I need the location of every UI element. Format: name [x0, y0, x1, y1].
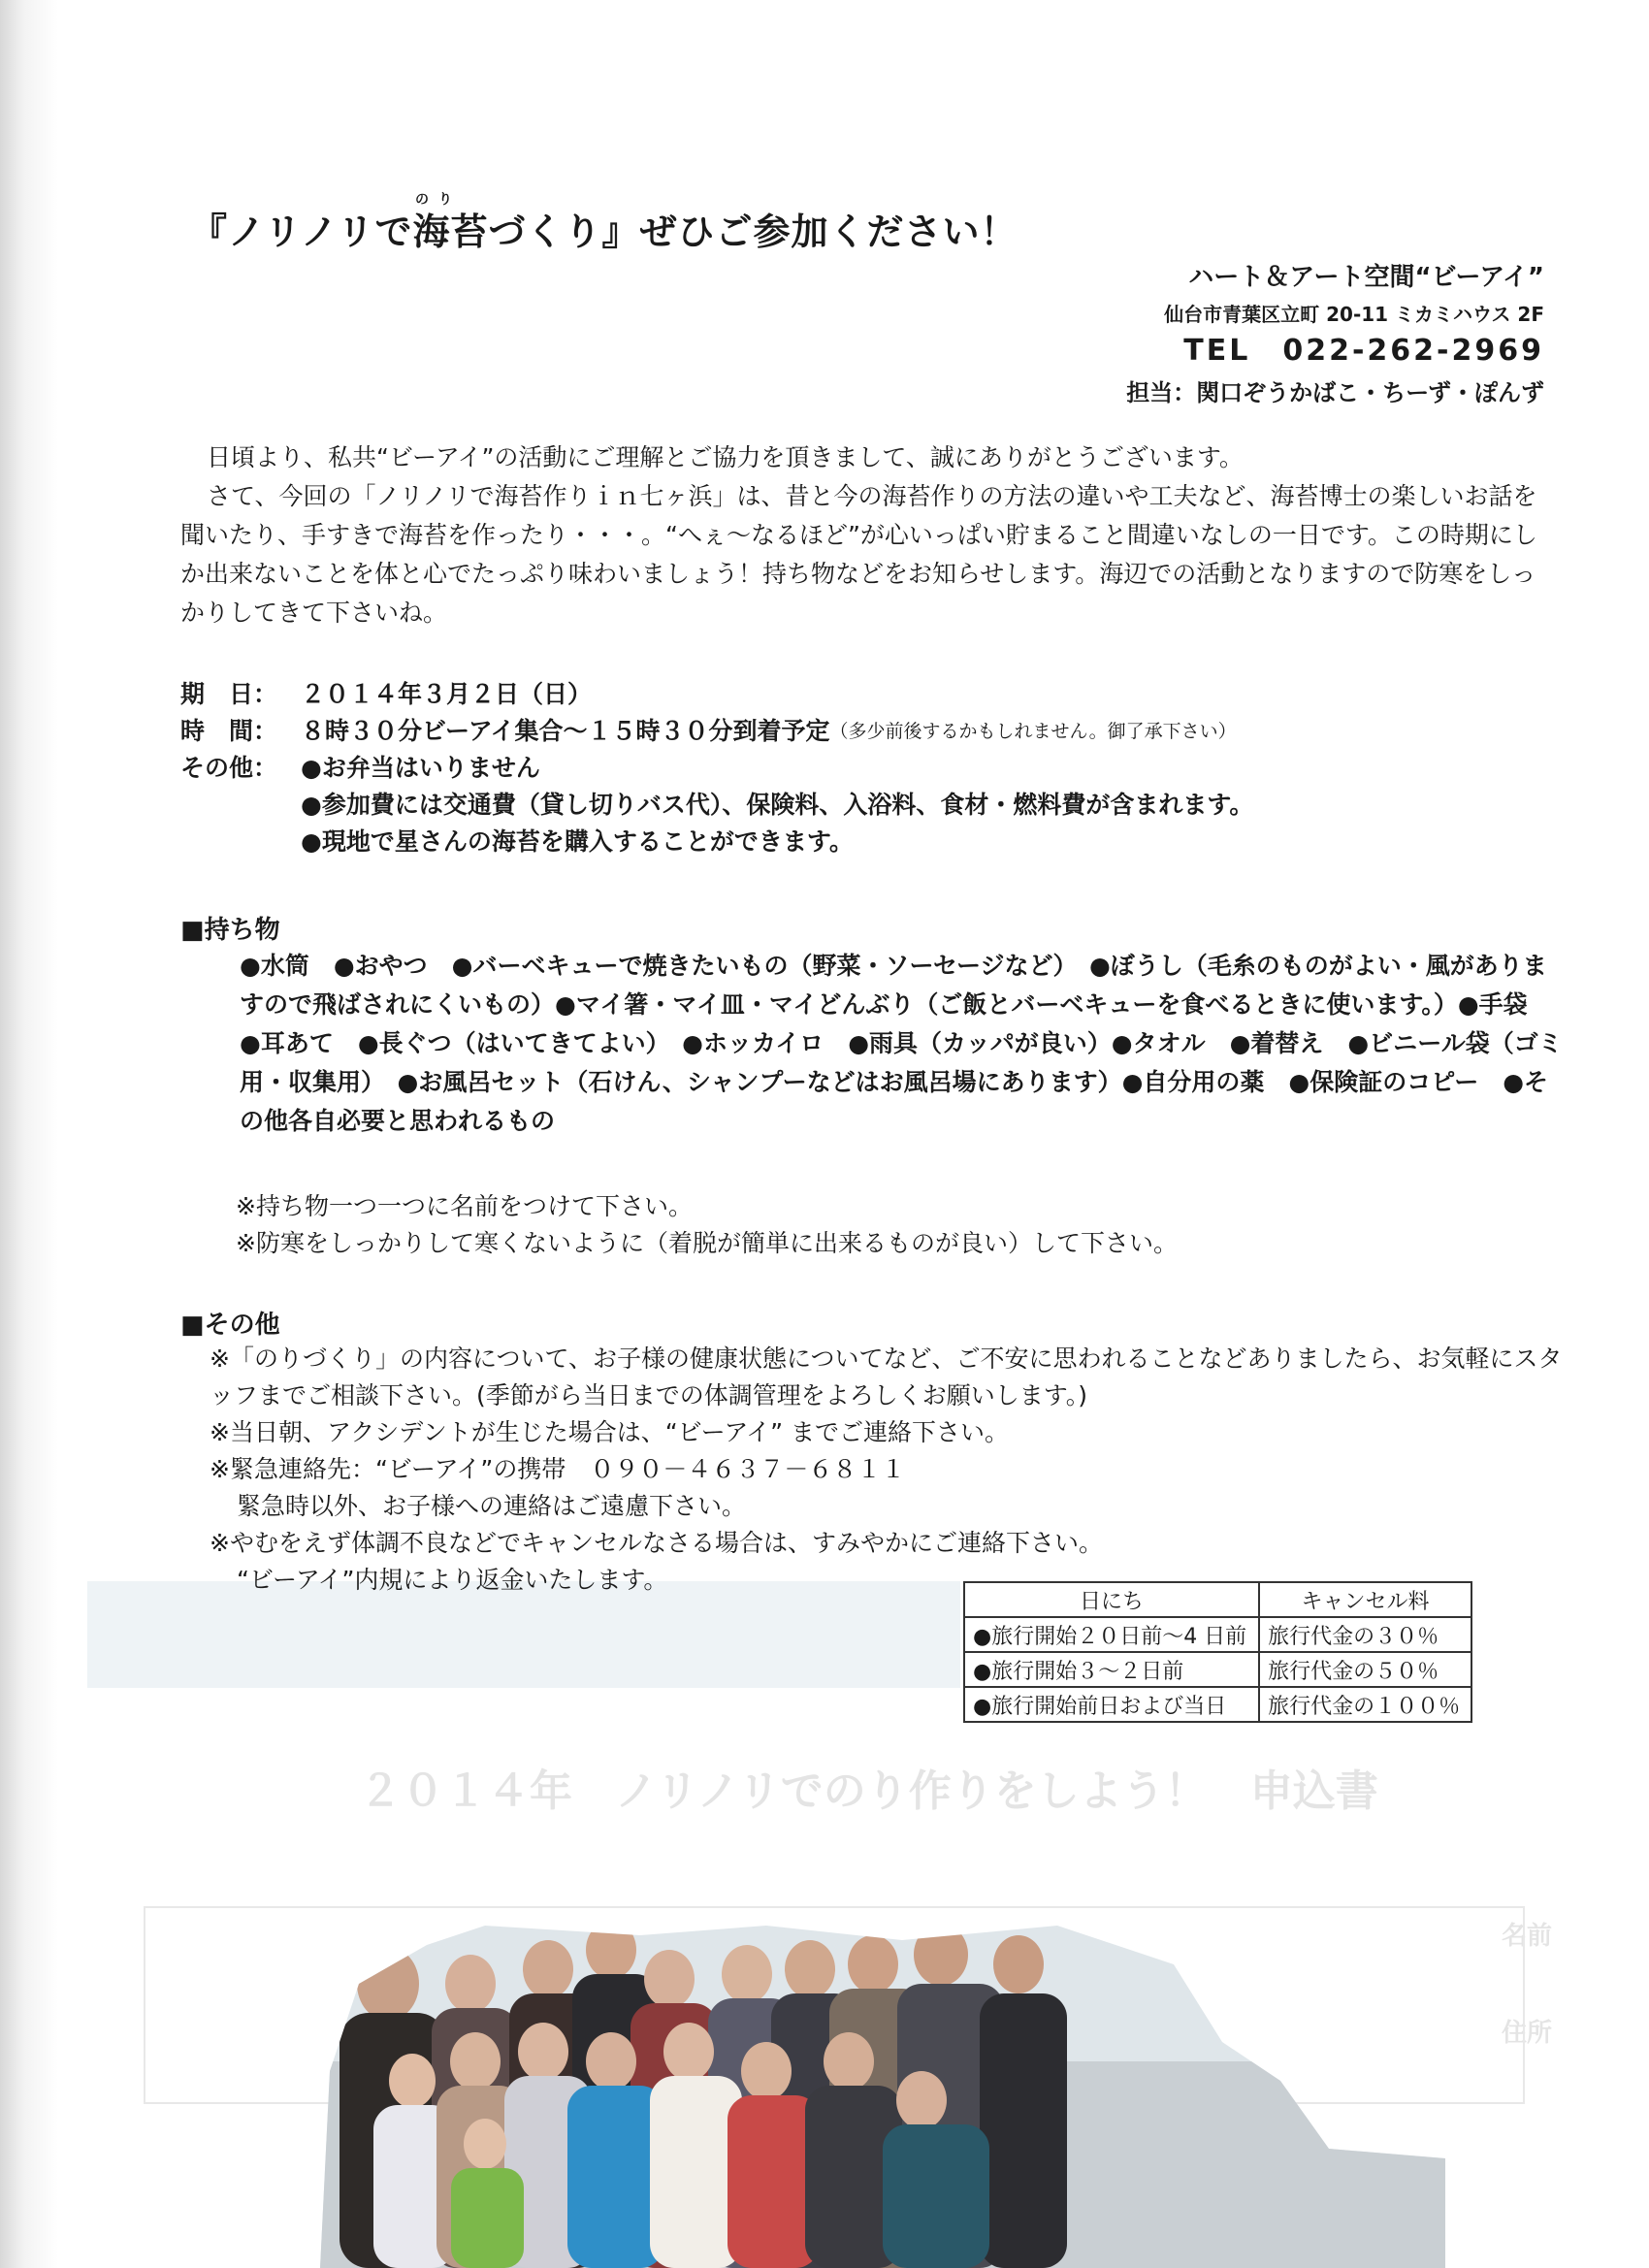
intro-paragraph: さて、今回の「ノリノリで海苔作りｉｎ七ヶ浜」は、昔と今の海苔作りの方法の違いや工夫など、海苔博士の楽しいお話を聞いたり、手すきで海苔を作ったり・・・。“へぇ～なるほど”が心いっぱい貯まること間違いなしの一日です。この時期にしか出来ないことを体と心でたっぷり味わいましょう！持ち物などをお知らせします。海辺での活動となりますので防寒をしっかりしてきて下さいね。	[180, 482, 1537, 627]
other-notes	[210, 1341, 1568, 1599]
table-header: キャンセル料	[1259, 1582, 1471, 1617]
belongings-notes	[236, 1188, 1178, 1262]
time-value: ８時３０分ビーアイ集合～１５時３０分到着予定	[301, 717, 830, 745]
other-heading: ■その他	[180, 1311, 280, 1340]
title-ruby: のり	[415, 192, 462, 208]
intro-paragraph: 日頃より、私共“ビーアイ”の活動にご理解とご協力を頂きまして、誠にありがとうございます。	[207, 443, 1244, 471]
table-cell: 旅行代金の１００％	[1259, 1687, 1471, 1722]
other-item: ●参加費には交通費（貸し切りバス代）、保険料、入浴料、食材・燃料費が含まれます。	[301, 791, 1254, 819]
belongings-heading: ■持ち物	[180, 916, 280, 945]
intro-text	[180, 438, 1558, 632]
other-note: ※やむをえず体調不良などでキャンセルなさる場合は、すみやかにご連絡下さい。	[210, 1529, 1103, 1557]
other-label: その他：	[180, 754, 278, 782]
other-note: ※「のりづくり」の内容について、お子様の健康状態についてなど、ご不安に思われることなどありましたら、お気軽にスタッフまでご相談下さい。(季節がら当日までの体調管理をよろしくお願いします。)	[210, 1345, 1563, 1409]
other-note: ※緊急連絡先：“ビーアイ”の携帯 ０９０－４６３７－６８１１	[210, 1455, 906, 1483]
table-cell: ●旅行開始２０日前～4 日前	[964, 1617, 1259, 1652]
time-note: （多少前後するかもしれません。御了承下さい）	[829, 721, 1237, 742]
group-photo	[320, 1926, 1445, 2268]
date-value: ２０１４年３月２日（日）	[301, 680, 593, 708]
other-item: ●現地で星さんの海苔を購入することができます。	[301, 827, 854, 856]
page-title: 『ノリノリで海苔づくり』ぜひご参加ください！	[190, 211, 1018, 253]
other-note: 緊急時以外、お子様への連絡はご遠慮下さい。	[237, 1492, 747, 1520]
belongings-note: ※防寒をしっかりして寒くないように（着脱が簡単に出来るものが良い）して下さい。	[236, 1229, 1178, 1257]
table-header: 日にち	[964, 1582, 1259, 1617]
table-header-row	[964, 1582, 1471, 1617]
belongings-note: ※持ち物一つ一つに名前をつけて下さい。	[236, 1192, 693, 1220]
other-note: “ビーアイ”内規により返金いたします。	[237, 1566, 668, 1594]
bleed-through-form-title: ２０１４年 ノリノリでのり作りをしよう！ 申込書	[359, 1766, 1378, 1816]
table-cell: ●旅行開始前日および当日	[964, 1687, 1259, 1722]
bleed-through-name-label: 名前	[1502, 1922, 1553, 1951]
table-cell: 旅行代金の５０％	[1259, 1652, 1471, 1687]
table-row	[964, 1617, 1471, 1652]
organizer-address: 仙台市青葉区立町 20-11 ミカミハウス 2F	[1164, 303, 1544, 326]
table-row	[964, 1652, 1471, 1687]
table-cell: ●旅行開始３～２日前	[964, 1652, 1259, 1687]
table-cell: 旅行代金の３０％	[1259, 1617, 1471, 1652]
table-row	[964, 1687, 1471, 1722]
scan-edge-shadow	[0, 0, 58, 2268]
event-details	[180, 676, 1253, 860]
organizer-block	[1126, 256, 1544, 413]
date-label: 期 日：	[180, 680, 278, 708]
bleed-through-address-label: 住所	[1502, 2019, 1553, 2048]
organizer-contact: 担当：関口ぞうかばこ・ちーず・ぽんず	[1126, 379, 1544, 406]
other-note: ※当日朝、アクシデントが生じた場合は、“ビーアイ” までご連絡下さい。	[210, 1418, 1010, 1446]
time-label: 時 間：	[180, 717, 278, 745]
belongings-list: ●水筒 ●おやつ ●バーベキューで焼きたいもの（野菜・ソーセージなど） ●ぼうし（毛糸のものがよい・風がありますので飛ばされにくいもの）●マイ箸・マイ皿・マイどんぶり（ご飯とバーベキューを食べるときに使います。）●手袋 ●耳あて ●長ぐつ（はいてきてよい） ●ホッカイロ ●雨具（カッパが良い）●タオル ●着替え ●ビニール袋（ゴミ用・収集用） ●お風呂セット（石けん、シャンプーなどはお風呂場にあります）●自分用の薬 ●保険証のコピー ●その他各自必要と思われるもの	[240, 952, 1563, 1135]
organizer-name: ハート＆アート空間“ビーアイ”	[1188, 263, 1544, 292]
other-item: ●お弁当はいりません	[301, 754, 540, 782]
cancellation-table	[963, 1581, 1472, 1723]
organizer-tel: TEL 022-262-2969	[1183, 334, 1544, 368]
